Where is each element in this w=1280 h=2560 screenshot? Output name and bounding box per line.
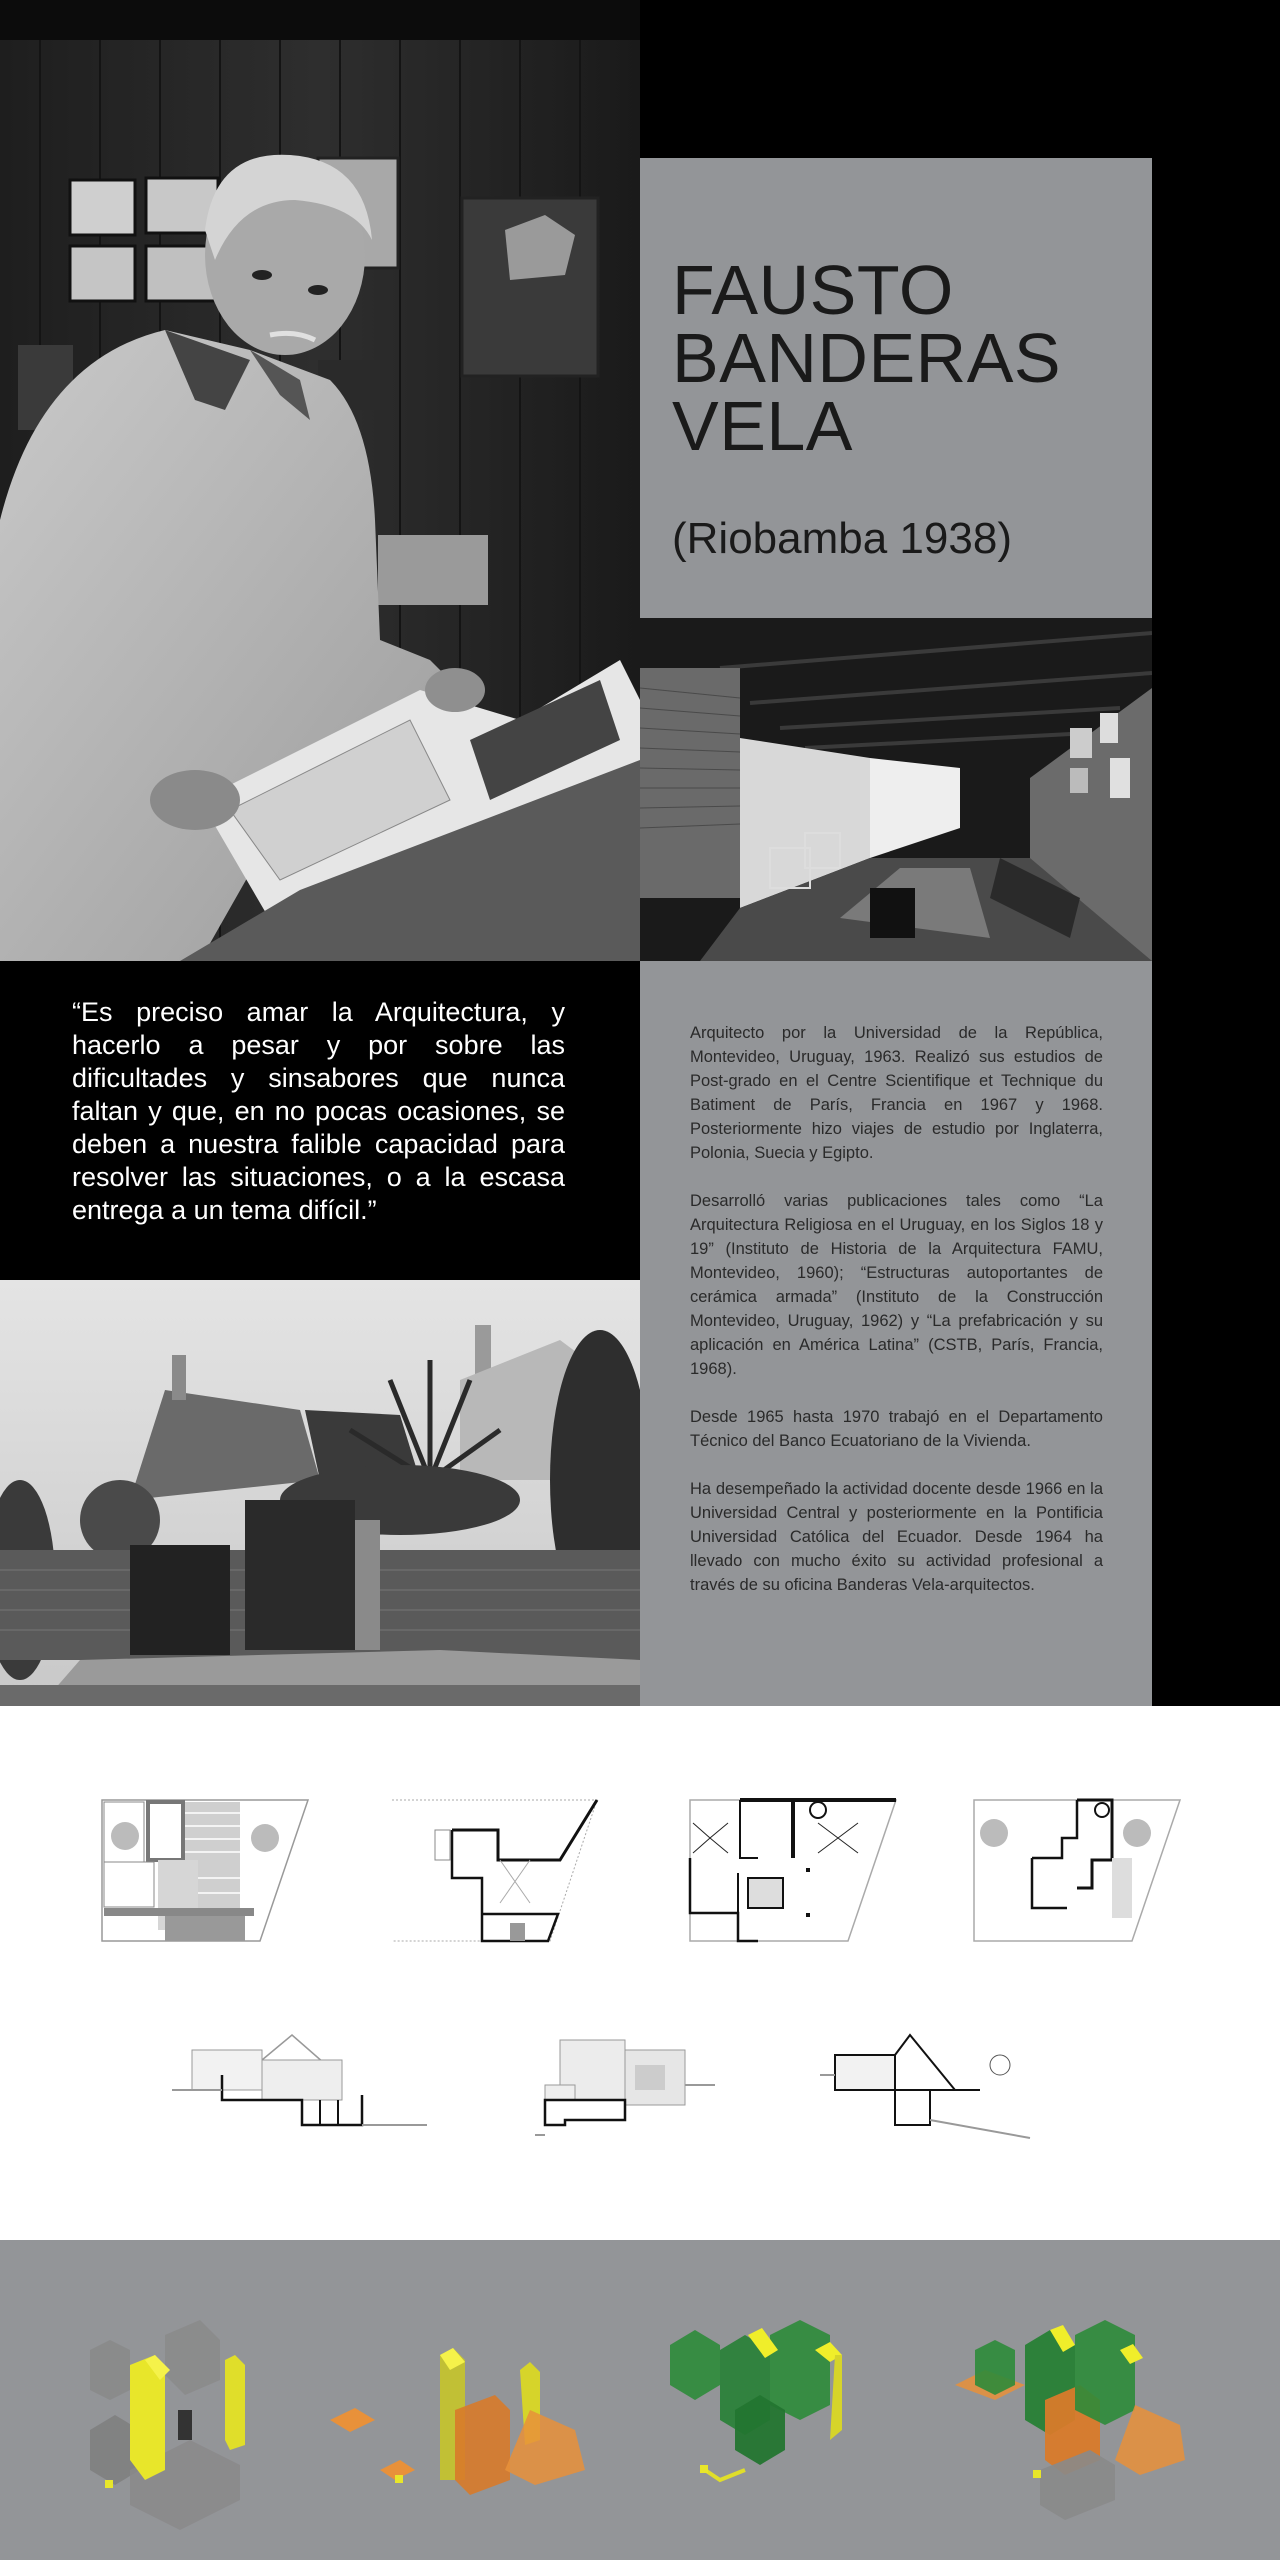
ground-floor-plan-drawing xyxy=(688,1798,898,1943)
iso-yellow-orange xyxy=(330,2348,585,2495)
section-b-drawing xyxy=(820,2030,1035,2140)
name-line: VELA xyxy=(672,387,853,465)
title-panel xyxy=(640,158,1152,618)
upper-floor-plan-drawing xyxy=(972,1798,1182,1943)
name-line: FAUSTO xyxy=(672,251,954,329)
birth-info: (Riobamba 1938) xyxy=(672,514,1012,563)
bio-paragraph: Ha desempeñado la actividad docente desde 1966 en la Universidad Central y posteriormente en la Pontificia Universidad Católica del Ecuador. Desde 1964 ha llevado con mucho éxito su actividad profesional a través de su oficina Banderas Vela-arquitectos. xyxy=(690,1480,1103,1594)
name-line: BANDERAS xyxy=(672,319,1062,397)
iso-combined xyxy=(955,2320,1185,2520)
isometric-diagrams-band xyxy=(0,2240,1280,2560)
biography xyxy=(690,1021,1103,1621)
elevation-drawing xyxy=(535,2030,715,2140)
bio-paragraph: Desarrolló varias publicaciones tales como “La Arquitectura Religiosa en el Uruguay, en los Siglos 18 y 19” (Instituto de Historia de la Arquitectura FAMU, Montevideo, 1960); “Estructuras autoportantes de cerámica armada” (Instituto de la Construcción Montevideo, Uruguay, 1962) y “La prefabricación y su aplicación en América Latina” (CSTB, París, Francia, 1968). xyxy=(690,1192,1103,1378)
quote-block xyxy=(72,996,565,1227)
quote-text: “Es preciso amar la Arquitectura, y hacerlo a pesar y por sobre las dificultades y sinsabores que nunca faltan y que, en no pocas ocasiones, se deben a nuestra falible capacidad para resolver las situaciones, o a la escasa entrega a un tema difícil.” xyxy=(72,997,565,1225)
section-a-drawing xyxy=(172,2030,432,2130)
iso-green-yellow xyxy=(670,2320,842,2480)
site-plan-drawing xyxy=(100,1798,310,1943)
basement-plan-drawing xyxy=(390,1798,600,1948)
interior-photo xyxy=(640,618,1152,961)
bio-paragraph: Desde 1965 hasta 1970 trabajó en el Departamento Técnico del Banco Ecuatoriano de la Vivienda. xyxy=(690,1408,1103,1450)
bio-panel xyxy=(640,961,1152,1706)
bio-paragraph: Arquitecto por la Universidad de la República, Montevideo, Uruguay, 1963. Realizó sus estudios de Post-grado en el Centre Scientifique et Technique du Batiment de París, Francia en 1967 y 1968. Posteriormente hizo viajes de estudio por Inglaterra, Polonia, Suecia y Egipto. xyxy=(690,1024,1103,1162)
architect-name xyxy=(672,251,1062,465)
iso-yellow-grey xyxy=(90,2320,245,2530)
portrait-photo xyxy=(0,0,640,961)
house-facade-photo xyxy=(0,1280,640,1706)
